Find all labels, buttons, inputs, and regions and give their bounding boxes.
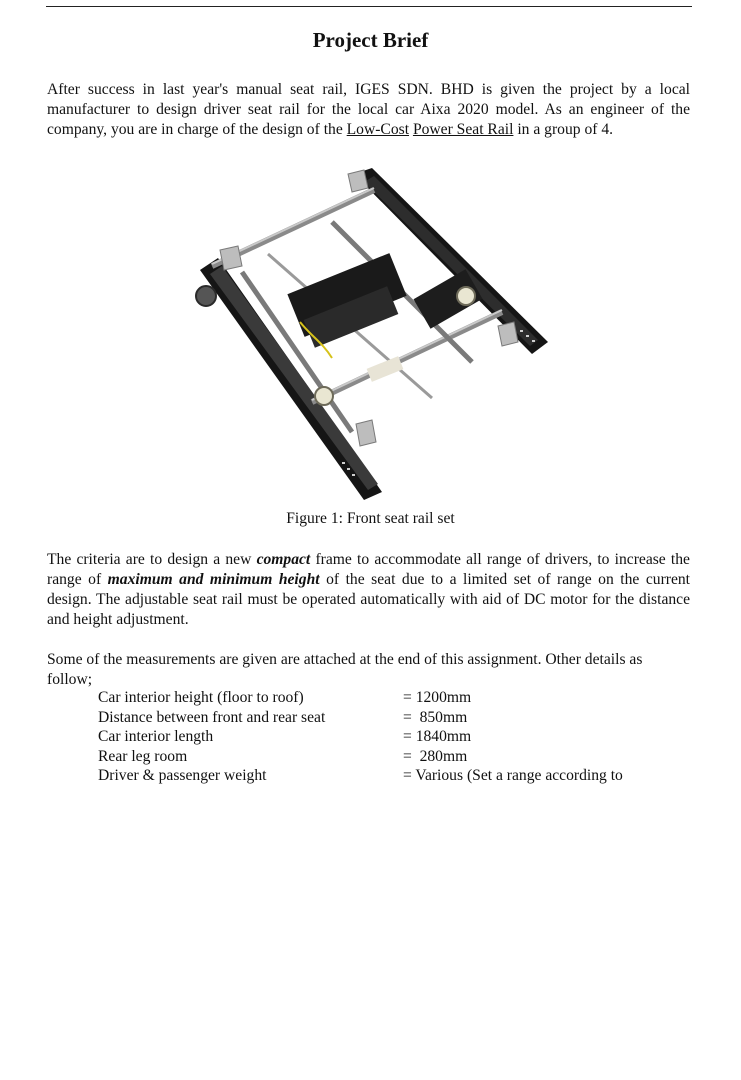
measurement-value: = 850mm (403, 708, 468, 726)
measurement-row (98, 766, 698, 786)
measurement-row (98, 688, 698, 708)
measurement-row (98, 708, 698, 728)
measurements-list (98, 688, 698, 786)
measurement-row (98, 727, 698, 747)
measurement-label: Distance between front and rear seat (98, 708, 326, 726)
low-cost-text: Low-Cost (346, 121, 410, 138)
criteria-paragraph: The criteria are to design a new compact frame to accommodate all range of drivers, to increase the range of maximum and minimum height of the seat due to a limited set of range on the current design. The adjustable seat rail must be operated automatically with aid of DC motor for the distance and height adjustment. (47, 551, 691, 628)
measurement-label: Car interior height (floor to roof) (98, 689, 304, 706)
compact-emphasis: compact (256, 551, 311, 568)
measurement-value: = 1200mm (403, 689, 472, 706)
top-rule (46, 6, 692, 7)
measurement-label: Rear leg room (98, 747, 188, 765)
measurement-value: = 1840mm (403, 728, 472, 745)
intro-paragraph: After success in last year's manual seat rail, IGES SDN. BHD is given the project by a local manufacturer to design driver seat rail for the local car Aixa 2020 model. As an engineer of the company, you are in charge of the design of the Low-Cost Power Seat Rail in a group of 4. (47, 81, 690, 138)
measurements-intro: Some of the measurements are given are attached at the end of this assignment. Other details as follow; (47, 651, 643, 688)
seat-rail-illustration (182, 162, 560, 502)
power-seat-rail-text: Power Seat Rail (412, 121, 514, 138)
seat-rail-figure (182, 162, 560, 502)
figure-caption: Figure 1: Front seat rail set (286, 510, 455, 527)
page-title: Project Brief (312, 28, 429, 52)
height-emphasis: maximum and minimum height (107, 571, 320, 588)
measurement-value: = 280mm (403, 747, 468, 765)
measurement-row (98, 747, 698, 767)
measurement-label: Driver & passenger weight (98, 767, 267, 784)
measurement-label: Car interior length (98, 728, 214, 745)
measurement-value: = Various (Set a range according to (403, 767, 623, 784)
